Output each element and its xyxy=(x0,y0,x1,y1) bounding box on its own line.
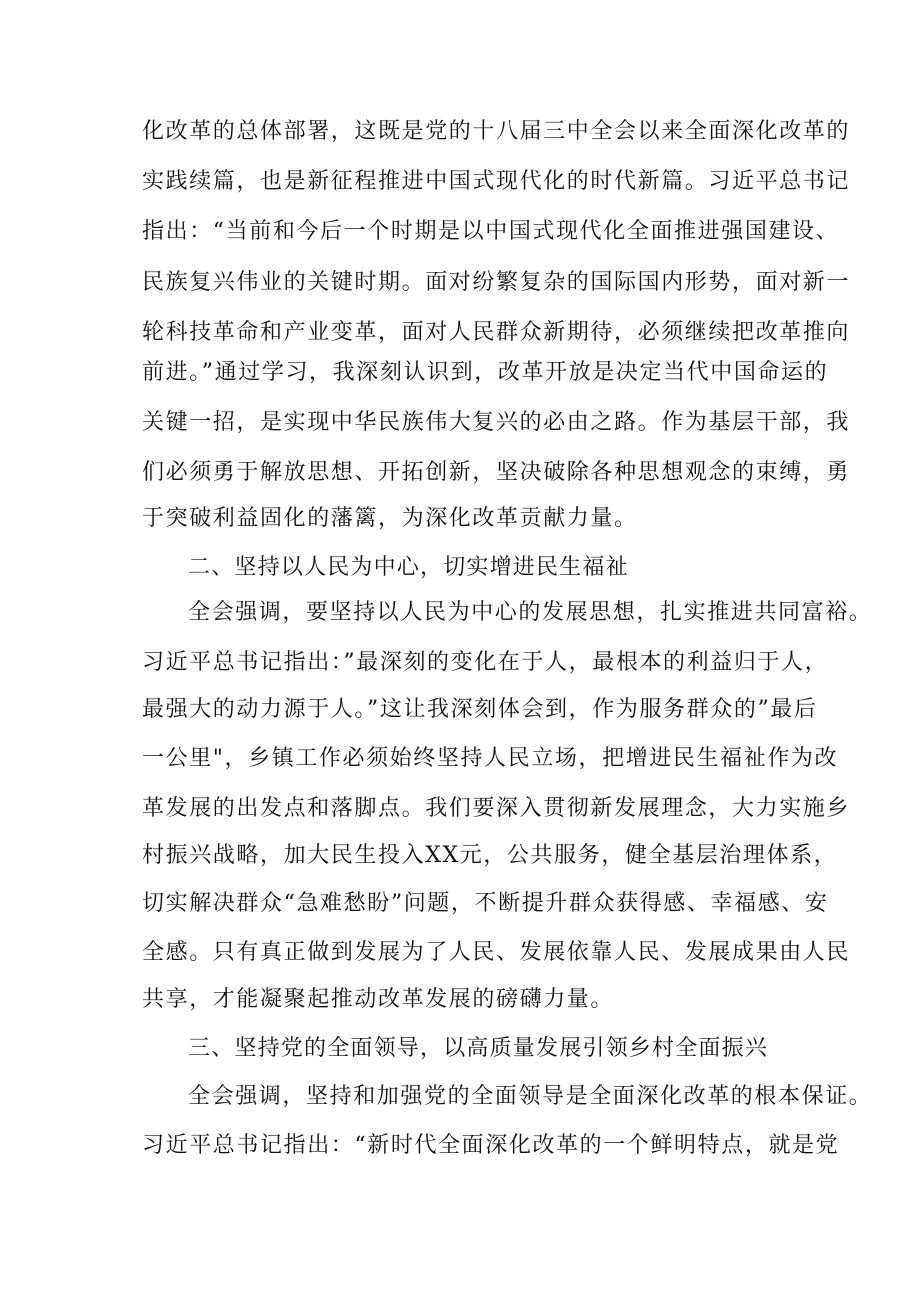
section-heading: 二、坚持以人民为中心，切实增进民生福祉 xyxy=(188,555,629,580)
body-text-line: 切实解决群众“急难愁盼”问题，不断提升群众获得感、幸福感、安 xyxy=(142,891,829,916)
body-text-line: 轮科技革命和产业变革，面对人民群众新期待，必须继续把改革推向 xyxy=(142,320,851,345)
body-text-line: 指出：“当前和今后一个时期是以中国式现代化全面推进强国建设、 xyxy=(142,219,840,244)
body-text-line: 最强大的动力源于人。”这让我深刻体会到，作为服务群众的”最后 xyxy=(142,697,818,722)
body-text-line: 全会强调，要坚持以人民为中心的发展思想，扎实推进共同富裕。 xyxy=(188,600,873,625)
body-text-line: 民族复兴伟业的关键时期。面对纷繁复杂的国际国内形势，面对新一 xyxy=(142,270,851,295)
body-text-line: 化改革的总体部署，这既是党的十八届三中全会以来全面深化改革的 xyxy=(142,119,851,144)
body-text-line: 于突破利益固化的藩篱，为深化改革贡献力量。 xyxy=(142,506,638,531)
body-text-line: 革发展的出发点和落脚点。我们要深入贯彻新发展理念，大力实施乡 xyxy=(142,796,851,821)
body-text-line: 前进。”通过学习，我深刻认识到，改革开放是决定当代中国命运的 xyxy=(142,360,829,385)
body-text-line: 习近平总书记指出：”最深刻的变化在于人，最根本的利益归于人， xyxy=(142,650,829,675)
body-text-line: 一公里"，乡镇工作必须始终坚持人民立场，把增进民生福祉作为改 xyxy=(142,746,839,771)
body-text-line: 关键一招，是实现中华民族伟大复兴的必由之路。作为基层干部，我 xyxy=(142,410,851,435)
body-text-line: 习近平总书记指出：“新时代全面深化改革的一个鲜明特点，就是党 xyxy=(142,1133,840,1158)
body-text-line: 实践续篇，也是新征程推进中国式现代化的时代新篇。习近平总书记 xyxy=(142,169,851,194)
body-text-line: 全感。只有真正做到发展为了人民、发展依靠人民、发展成果由人民 xyxy=(142,940,851,965)
body-text-line: 全会强调，坚持和加强党的全面领导是全面深化改革的根本保证。 xyxy=(188,1084,873,1109)
body-text-line: 们必须勇于解放思想、开拓创新，坚决破除各种思想观念的束缚，勇 xyxy=(142,460,851,485)
body-text-line: 共享，才能凝聚起推动改革发展的磅礴力量。 xyxy=(142,987,615,1012)
section-heading: 三、坚持党的全面领导，以高质量发展引领乡村全面振兴 xyxy=(188,1036,769,1061)
body-text-line: 村振兴战略，加大民生投入XX元，公共服务，健全基层治理体系， xyxy=(142,843,838,868)
